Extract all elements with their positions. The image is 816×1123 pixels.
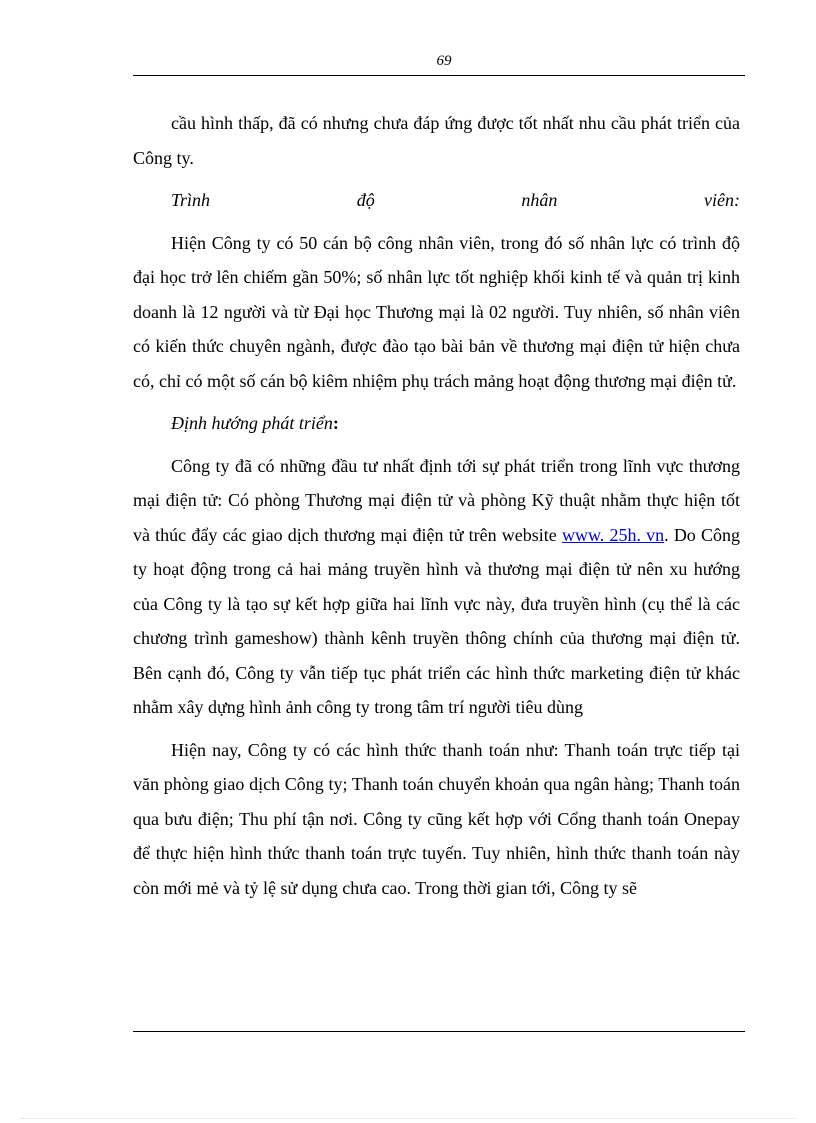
paragraph-2: Hiện Công ty có 50 cán bộ công nhân viên, trong đó số nhân lực có trình độ đại học trở lên chiếm gần 50%; số nhân lực tốt nghiệp khối kinh tế và quản trị kinh doanh là 12 người và từ Đại học Thương mại là 02 người. Tuy nhiên, số nhân viên có kiến thức chuyên ngành, được đào tạo bài bản về thương mại điện tử hiện chưa có, chỉ có một số cán bộ kiêm nhiệm phụ trách mảng hoạt động thương mại điện tử. (133, 232, 740, 391)
heading-word-3: nhân (521, 190, 558, 210)
paragraph-3-part-b: . Do Công ty hoạt động trong cả hai mảng truyền hình và thương mại điện tử nên xu hướng của Công ty là tạo sự kết hợp giữa hai lĩnh vực này, đưa truyền hình (cụ thể là các chương trình gameshow) thành kênh truyền thông chính của thương mại điện tử. Bên cạnh đó, Công ty vẫn tiếp tục phát triển các hình thức marketing điện tử khác nhằm xây dựng hình ảnh công ty trong tâm trí người tiêu dùng (133, 524, 740, 717)
footer-rule (133, 1031, 745, 1032)
paragraph-4: Hiện nay, Công ty có các hình thức thanh toán như: Thanh toán trực tiếp tại văn phòng giao dịch Công ty; Thanh toán chuyển khoản qua ngân hàng; Thanh toán qua bưu điện; Thu phí tận nơi. Công ty cũng kết hợp với Cổng thanh toán Onepay để thực hiện hình thức thanh toán trực tuyến. Tuy nhiên, hình thức thanh toán này còn mới mẻ và tỷ lệ sử dụng chưa cao. Trong thời gian tới, Công ty sẽ (133, 739, 740, 898)
page-number: 69 (436, 53, 452, 69)
paragraph-3 (133, 449, 740, 725)
heading-word-2: độ (356, 190, 375, 210)
page-edge (20, 1118, 796, 1119)
heading-word-4: viên: (704, 190, 740, 210)
heading-development-colon: : (332, 413, 339, 433)
heading-development (133, 406, 740, 441)
document-body (133, 106, 740, 905)
heading-word-1: Trình (171, 190, 211, 210)
heading-staff-level (133, 183, 740, 218)
heading-development-text: Định hướng phát triển (171, 413, 333, 433)
website-link[interactable]: www. 25h. vn (561, 524, 665, 545)
paragraph-3-part-a: Công ty đã có những đầu tư nhất định tới sự phát triển trong lĩnh vực thương mại điện tử: Có phòng Thương mại điện tử và phòng Kỹ thuật nhằm thực hiện tốt và thúc đẩy các giao dịch thương mại điện tử trên website (133, 455, 740, 545)
header-rule (133, 75, 745, 76)
paragraph-1: cầu hình thấp, đã có nhưng chưa đáp ứng được tốt nhất nhu cầu phát triển của Công ty. (133, 113, 740, 168)
